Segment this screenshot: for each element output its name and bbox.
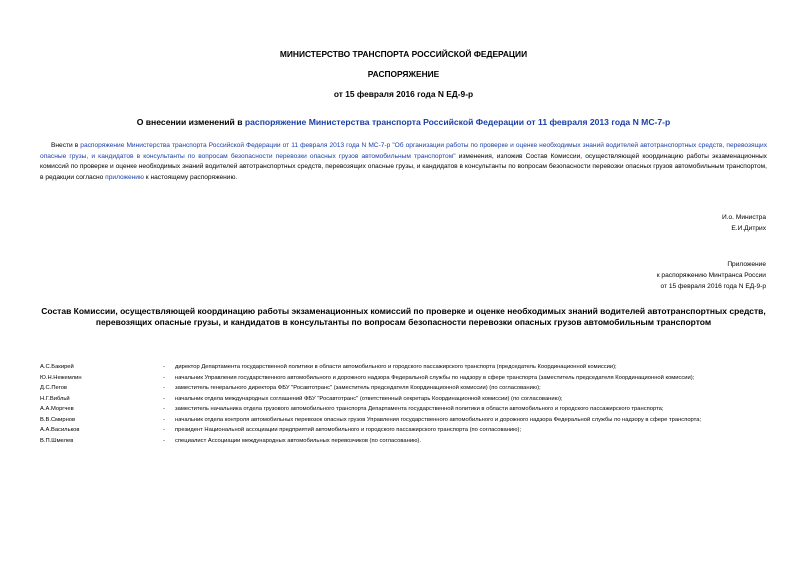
list-item bbox=[40, 385, 774, 396]
intro-text-1: Внести в bbox=[51, 142, 81, 149]
appendix-label: Приложение bbox=[727, 261, 766, 268]
appendix-link[interactable]: приложению bbox=[105, 173, 144, 181]
list-item bbox=[40, 438, 774, 449]
member-dash: - bbox=[163, 364, 165, 370]
member-dash: - bbox=[163, 406, 165, 412]
member-name: А.С.Бакирей bbox=[40, 364, 74, 370]
member-dash: - bbox=[163, 385, 165, 391]
list-item bbox=[40, 375, 774, 386]
member-position: президент Национальной ассоциации предприятий автомобильного и городского пассажирского транспорта (по согласованию); bbox=[175, 427, 522, 433]
member-position: специалист Ассоциации международных автомобильных перевозчиков (по согласованию). bbox=[175, 437, 421, 444]
order-link[interactable]: распоряжение Министерства транспорта Российской Федерации от 11 февраля 2013 года N МС-7-р "Об организации работы по проверке и оценке необходимых знаний водителей автотранспортных средств, перевозящих опасные грузы, и кандидатов в консультанты по вопросам безопасности перевозки опасных грузов автомобильным транспортом" bbox=[40, 142, 767, 160]
member-position: начальник Управления государственного автомобильного и дорожного надзора Федеральной службы по надзору в сфере транспорта (заместитель председателя Координационной комиссии); bbox=[175, 374, 695, 381]
member-name: Д.С.Пегов bbox=[40, 385, 68, 391]
member-name: А.А.Васильков bbox=[40, 427, 80, 433]
member-position: директор Департамента государственной политики в области автомобильного и городского пассажирского транспорта (председатель Координационной комиссии); bbox=[175, 364, 617, 370]
member-name: В.П.Шмелев bbox=[40, 437, 74, 444]
member-dash: - bbox=[163, 374, 165, 381]
document-type: РАСПОРЯЖЕНИЕ bbox=[367, 69, 440, 79]
subject-prefix: О внесении изменений в bbox=[136, 117, 245, 127]
member-dash: - bbox=[163, 437, 165, 444]
list-item bbox=[40, 406, 774, 417]
member-position: заместитель генерального директора ФБУ "Росавтотранс" (заместитель председателя Координационной комиссии) (по согласованию); bbox=[175, 385, 541, 391]
signatory-name: Е.И.Дитрих bbox=[731, 225, 766, 232]
member-name: В.В.Смирнов bbox=[40, 416, 76, 423]
subject-link[interactable]: распоряжение Министерства транспорта Российской Федерации от 11 февраля 2013 года N МС-7-р bbox=[244, 117, 671, 127]
member-name: А.А.Моргчев bbox=[40, 406, 74, 412]
list-item bbox=[40, 427, 774, 438]
list-item bbox=[40, 396, 774, 407]
appendix-ref: к распоряжению Минтранса России bbox=[656, 272, 766, 279]
member-name: Н.Г.Вибльй bbox=[40, 395, 70, 402]
document-date: от 15 февраля 2016 года N ЕД-9-р bbox=[333, 89, 474, 99]
ministry-title: МИНИСТЕРСТВО ТРАНСПОРТА РОССИЙСКОЙ ФЕДЕРАЦИИ bbox=[279, 49, 528, 59]
member-position: начальник отдела контроля автомобильных перевозок опасных грузов Управления государственного автомобильного и дорожного надзора Федеральной службы по надзору в сфере транспорта; bbox=[175, 416, 702, 423]
member-dash: - bbox=[163, 427, 165, 433]
intro-text-3: к настоящему распоряжению. bbox=[143, 173, 238, 181]
intro-text-2: изменения, изложив Состав Комиссии, осуществляющей координацию работы экзаменационных комиссий по проверке и оценке необходимых знаний водителей автотранспортных средств, перевозящих опасные грузы, и кандидатов в консультанты по вопросам безопасности перевозки опасных грузов автомобильным транспортом, в редакции согласно bbox=[40, 152, 767, 181]
member-dash: - bbox=[163, 416, 165, 423]
signatory-title: И.о. Министра bbox=[721, 214, 766, 221]
member-position: начальник отдела международных соглашений ФБУ "Росавтотранс" (ответственный секретарь Координационной комиссии) (по согласованию); bbox=[175, 395, 563, 402]
composition-title: Состав Комиссии, осуществляющей координацию работы экзаменационных комиссий по проверке и оценке необходимых знаний водителей автотранспортных средств, перевозящих опасные грузы, и кандидатов в консультанты по вопросам безопасности перевозки опасных грузов автомобильным транспортом bbox=[41, 306, 766, 328]
signature-block bbox=[722, 212, 766, 234]
document-subject bbox=[0, 117, 807, 127]
list-item bbox=[40, 417, 774, 428]
appendix-date: от 15 февраля 2016 года N ЕД-9-р bbox=[660, 283, 766, 290]
member-name: Ю.Н.Нежемлин bbox=[40, 374, 82, 381]
intro-paragraph bbox=[40, 141, 767, 183]
member-dash: - bbox=[163, 395, 165, 402]
members-list bbox=[40, 364, 774, 448]
appendix-header bbox=[657, 259, 766, 292]
member-position: заместитель начальника отдела грузового автомобильного транспорта Департамента государственной политики в области автомобильного и городского пассажирского транспорта; bbox=[175, 406, 664, 412]
list-item bbox=[40, 364, 774, 375]
